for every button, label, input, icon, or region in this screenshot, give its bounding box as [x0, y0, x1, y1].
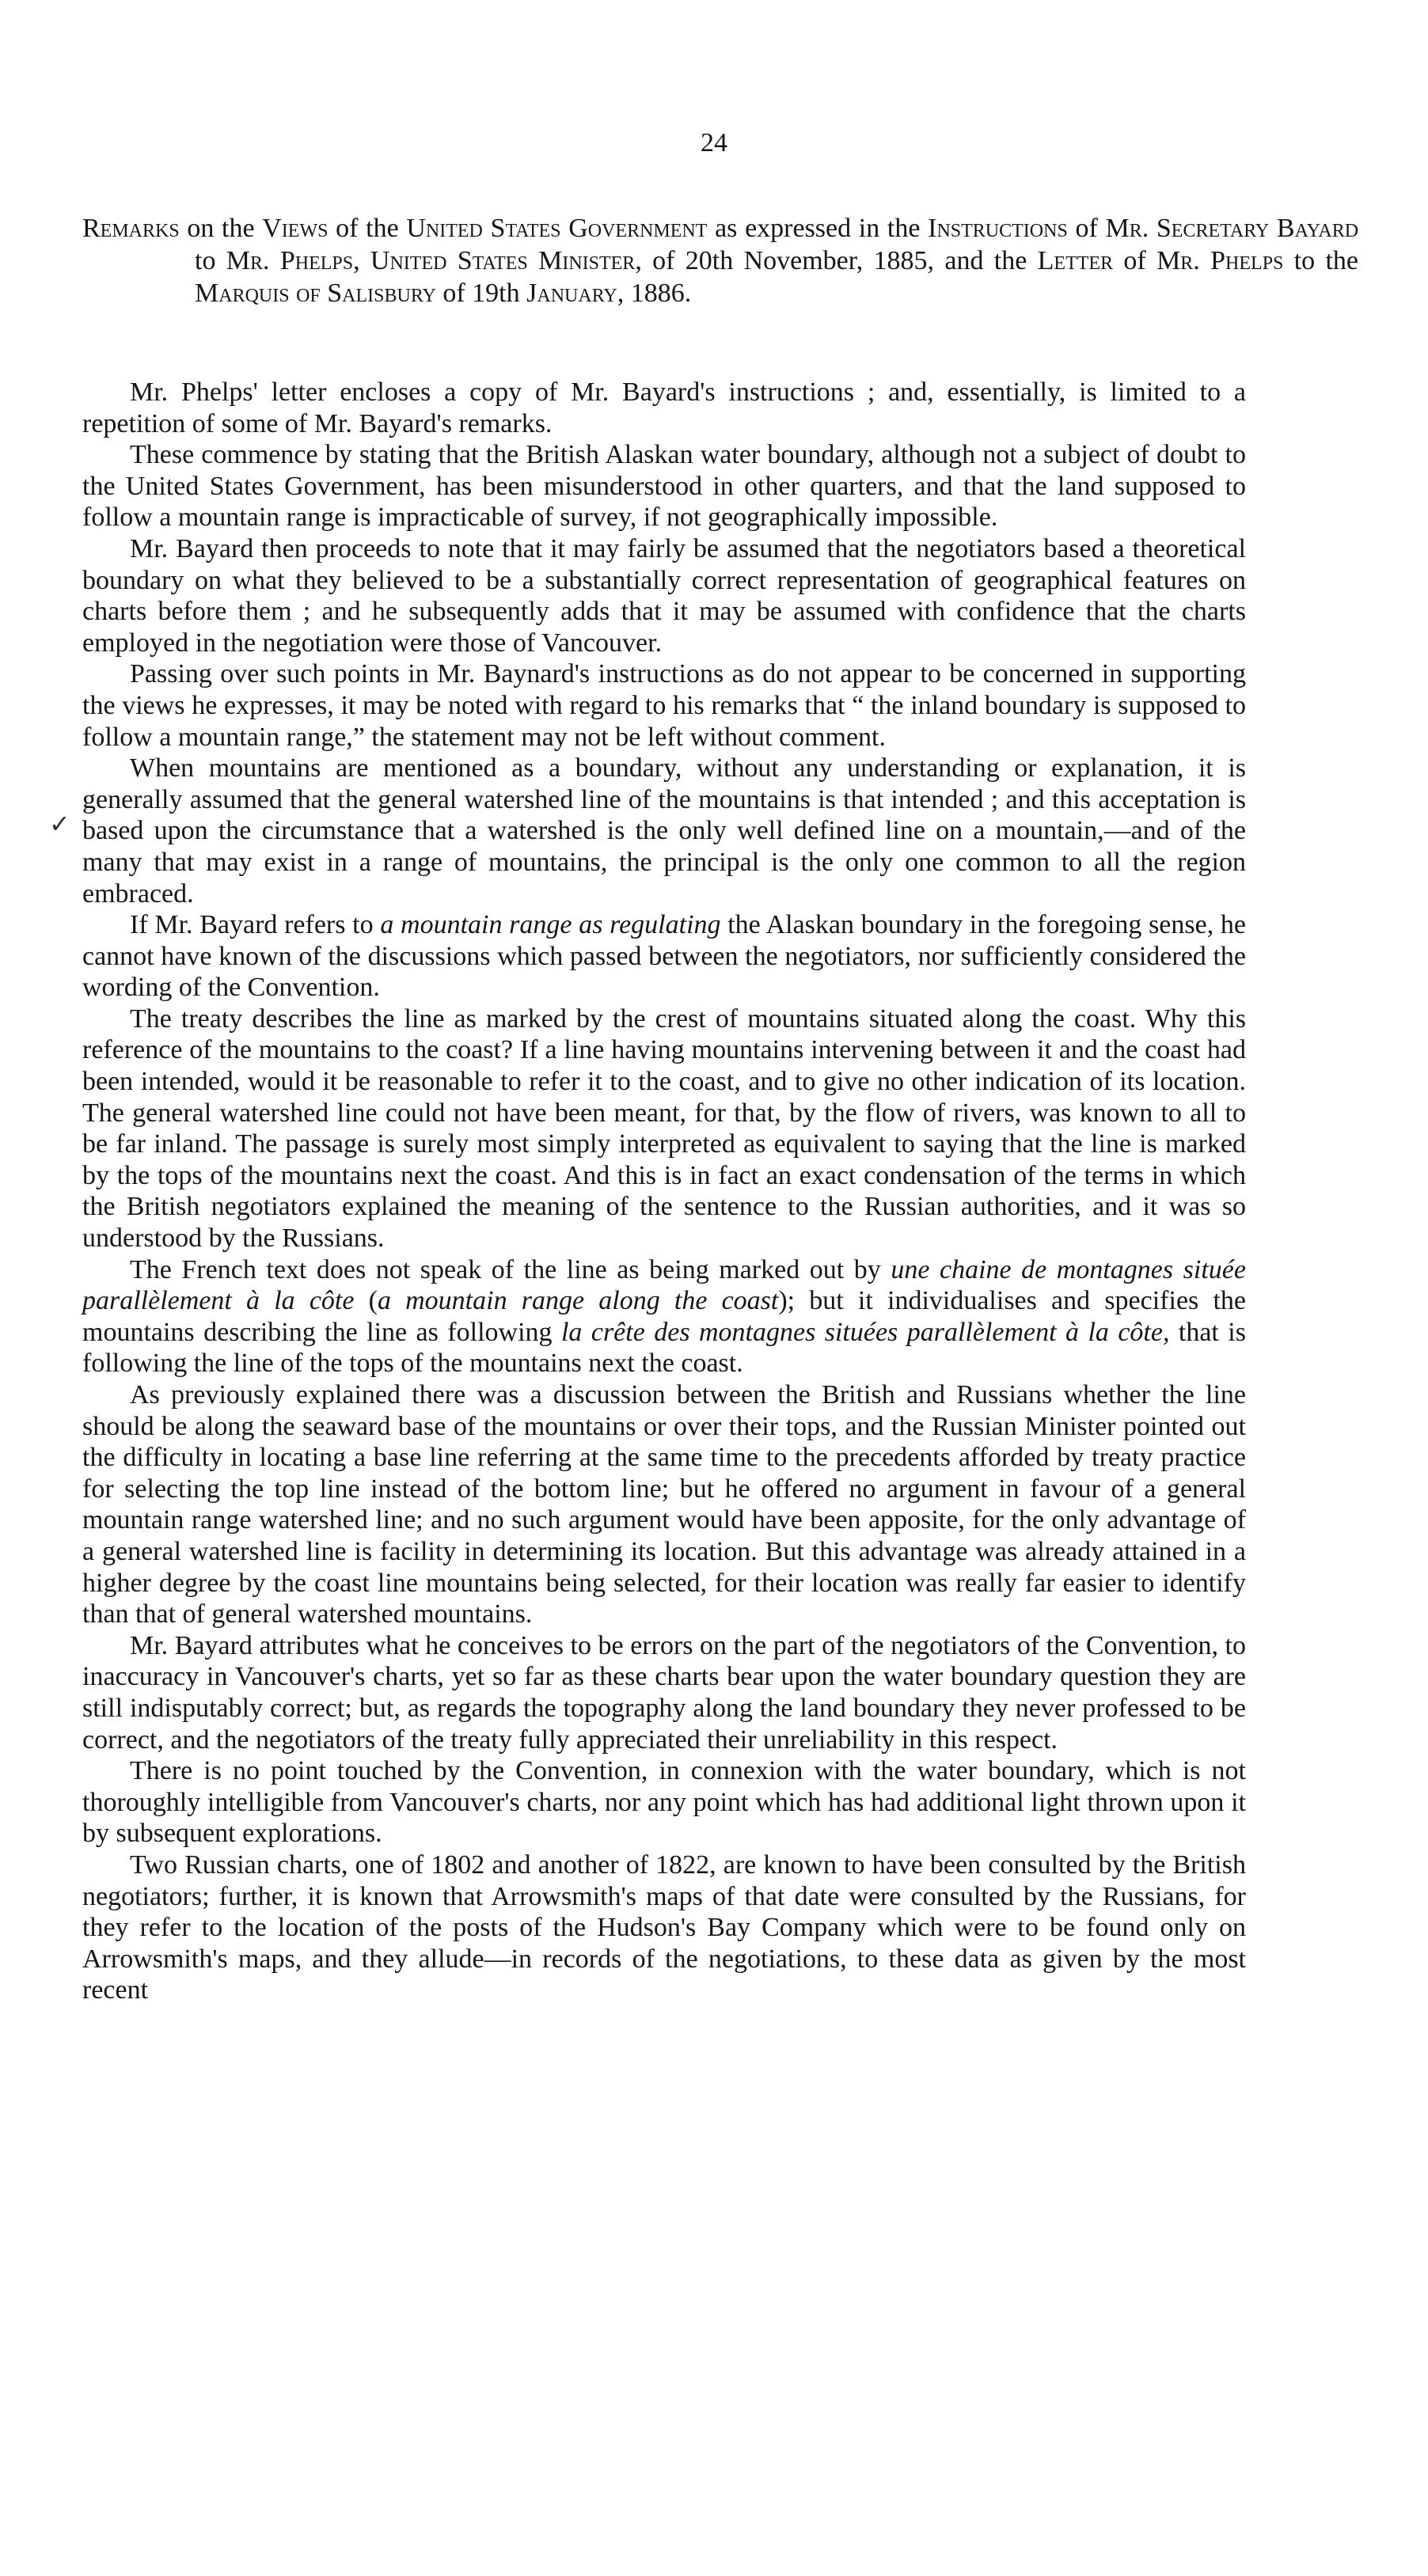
paragraph-text: If Mr. Bayard refers to [130, 910, 381, 940]
paragraph: There is no point touched by the Convention, in connexion with the water boundary, which is not thoroughly intelligible from Vancouver's charts, nor any point which has had additional light thrown upon it by subsequent explorations. [82, 1756, 1246, 1849]
heading-word: Instructions [928, 214, 1068, 243]
heading-word: Letter [1037, 246, 1114, 275]
heading-word: 1886. [630, 279, 692, 308]
paragraph: Two Russian charts, one of 1802 and another of 1822, are known to have been consulted by the British negotiators; further, it is known that Arrowsmith's maps of that date were consulted by the Russians, for they refer to the location of the posts of the Hudson's Bay Company which were to be found only on Arrowsmith's maps, and they allude—in records of the negotiations, to these data as given by the most recent [82, 1849, 1246, 2005]
margin-check-mark: ✓ [49, 810, 70, 838]
paragraph-text: ( [354, 1286, 378, 1316]
paragraph: Passing over such points in Mr. Baynard's instructions as do not appear to be concerned in supporting the views he expresses, it may be noted with regard to his remarks that “ the inland boundary is supposed to follow a mountain range,” the statement may not be left without comment. [82, 659, 1246, 752]
heading-word: Marquis of Salisbury [195, 279, 436, 308]
paragraph: As previously explained there was a discussion between the British and Russians whether the line should be along the seaward base of the mountains or over their tops, and the Russian Minister pointed out the difficulty in locating a base line referring at the same time to the precedents afforded by treaty practice for selecting the top line instead of the bottom line; but he offered no argument in favour of a general mountain range watershed line; and no such argument would have been apposite, for the only advantage of a general watershed line is facility in determining its location. But this advantage was already attained in a higher degree by the coast line mountains being selected, for their location was really far easier to identify than that of general watershed mountains. [82, 1380, 1246, 1629]
heading-word: as expressed in the [715, 214, 921, 243]
paragraph-text: that is following the line of the tops of the mountains next the coast. [82, 1317, 1246, 1379]
page-number: 24 [701, 128, 727, 157]
heading-word: to the [1293, 246, 1359, 275]
heading-word: Mr. Phelps, United States Minister, [226, 246, 642, 275]
heading-word: Views [262, 214, 329, 243]
paragraph [82, 1254, 1246, 1379]
paragraph: When mountains are mentioned as a boundary, without any understanding or explanation, it is generally assumed that the general watershed line of the mountains is that intended ; and this acceptation is based upon the circumstance that a watershed is the only well defined line on a mountain,—and of the many that may exist in a range of mountains, the principal is the only one common to all the region embraced. [82, 753, 1246, 909]
heading-word: Mr. Secretary Bayard [1105, 214, 1359, 243]
paragraph-text: The French text does not speak of the line as being marked out by [130, 1254, 891, 1284]
paragraph: Mr. Phelps' letter encloses a copy of Mr. Bayard's instructions ; and, essentially, is limited to a repetition of some of Mr. Bayard's remarks. [82, 377, 1246, 438]
heading-word: of 20th November, 1885, and the [652, 246, 1027, 275]
paragraph: Mr. Bayard attributes what he conceives to be errors on the part of the negotiators of the Convention, to inaccuracy in Vancouver's charts, yet so far as these charts bear upon the water boundary question they are still indisputably correct; but, as regards the topography along the land boundary they never professed to be correct, and the negotiators of the treaty fully appreciated their unreliability in this respect. [82, 1630, 1246, 1755]
paragraph-emphasis: la crête des montagnes situées parallèlement à la côte, [560, 1317, 1170, 1347]
paragraph-emphasis: une chaine de montagnes située parallèlement à la côte [82, 1254, 1246, 1316]
heading-word: of the [336, 214, 399, 243]
paragraph: Mr. Bayard then proceeds to note that it may fairly be assumed that the negotiators based a theoretical boundary on what they believed to be a substantially correct representation of geographical features on charts before them ; and he subsequently adds that it may be assumed with confidence that the charts employed in the negotiation were those of Vancouver. [82, 533, 1246, 658]
heading-word: of [1075, 214, 1098, 243]
document-body [82, 377, 1246, 2006]
heading-word: Remarks [82, 214, 180, 243]
paragraph: These commence by stating that the British Alaskan water boundary, although not a subject of doubt to the United States Government, has been misunderstood in other quarters, and that the land supposed to follow a mountain range is impracticable of survey, if not geographically impossible. [82, 440, 1246, 533]
paragraph-text: the Alaskan boundary in the foregoing sense, he cannot have known of the discussions which passed between the negotiators, nor sufficiently considered the wording of the Convention. [82, 910, 1246, 1003]
heading-word: on the [187, 214, 255, 243]
paragraph: The treaty describes the line as marked by the crest of mountains situated along the coast. Why this reference of the mountains to the coast? If a line having mountains intervening between it and the coast had been intended, would it be reasonable to refer it to the coast, and to give no other indication of its location. The general watershed line could not have been meant, for that, by the flow of rivers, was known to all to be far inland. The passage is surely most simply interpreted as equivalent to saying that the line is marked by the tops of the mountains next the coast. And this is in fact an exact condensation of the terms in which the British negotiators explained the meaning of the sentence to the Russian authorities, and it was so understood by the Russians. [82, 1003, 1246, 1254]
paragraph-text: ); but it individualises and specifies the mountains describing the line as following [82, 1286, 1246, 1347]
paragraph-emphasis: a mountain range along the coast [377, 1286, 779, 1316]
heading-word: United States Government [406, 214, 708, 243]
document-heading [82, 212, 1358, 309]
heading-word: to [195, 246, 216, 275]
heading-word: of 19th [442, 279, 520, 308]
heading-word: of [1123, 246, 1146, 275]
heading-word: Mr. Phelps [1156, 246, 1284, 275]
paragraph [82, 909, 1246, 1003]
paragraph-emphasis: a mountain range as regulating [380, 910, 721, 940]
heading-word: January, [526, 279, 625, 308]
